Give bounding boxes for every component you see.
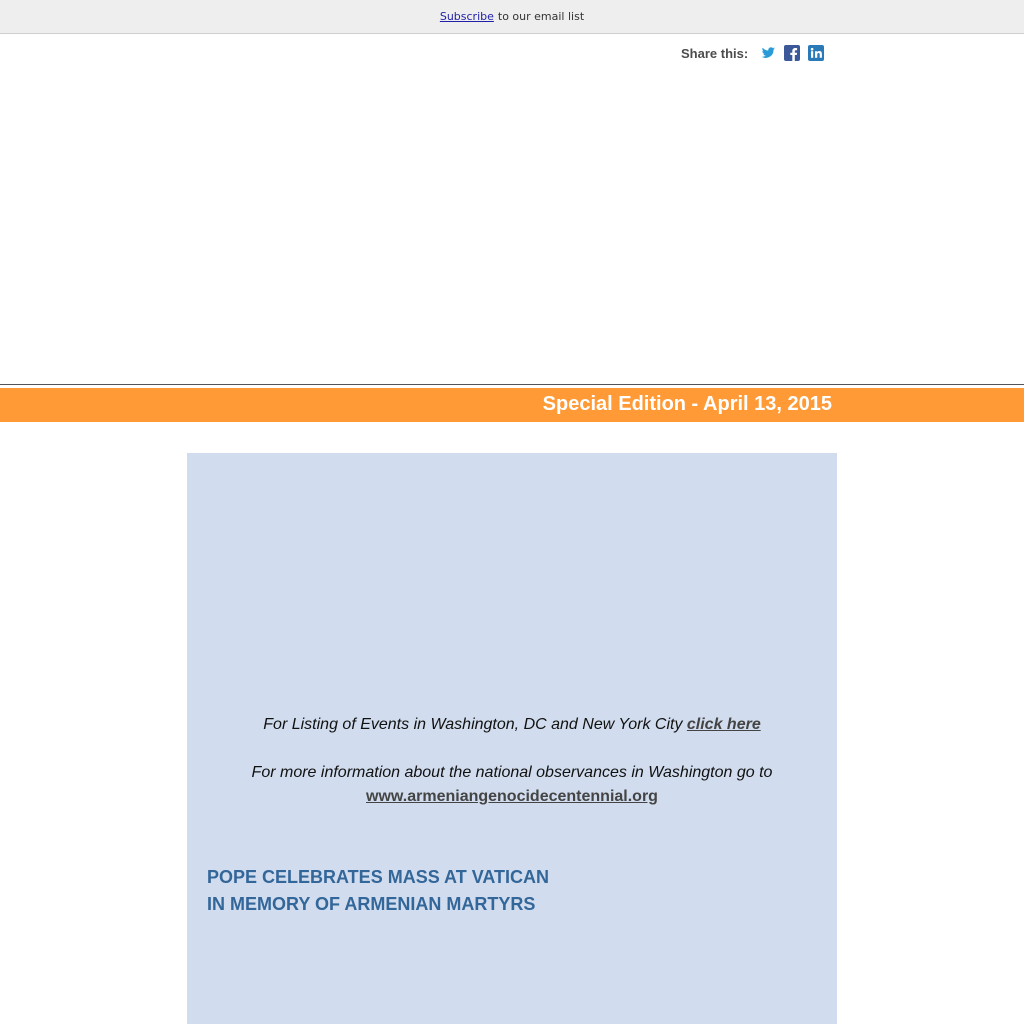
subscribe-suffix: to our email list (497, 10, 585, 23)
events-listing-text (187, 716, 837, 734)
edition-title: Special Edition - April 13, 2015 (542, 393, 832, 415)
headline-line-1: POPE CELEBRATES MASS AT VATICAN (207, 867, 550, 887)
events-text: For Listing of Events in Washington, DC and New York City (263, 716, 683, 733)
edition-banner (0, 388, 1024, 422)
header-divider (0, 384, 1024, 385)
content-panel (187, 453, 837, 1024)
share-label: Share this: (681, 45, 749, 61)
subscribe-bar (0, 0, 1024, 34)
events-click-here-link[interactable]: click here (686, 716, 761, 733)
facebook-icon[interactable] (784, 45, 800, 61)
share-bar (681, 44, 832, 62)
centennial-website-link[interactable]: www.armeniangenocidecentennial.org (366, 788, 658, 805)
headline-line-2: IN MEMORY OF ARMENIAN MARTYRS (207, 894, 536, 914)
subscribe-link[interactable]: Subscribe (439, 10, 494, 23)
observances-text: For more information about the national observances in Washington go to (251, 764, 773, 781)
linkedin-icon[interactable] (808, 45, 824, 61)
twitter-icon[interactable] (760, 45, 776, 61)
